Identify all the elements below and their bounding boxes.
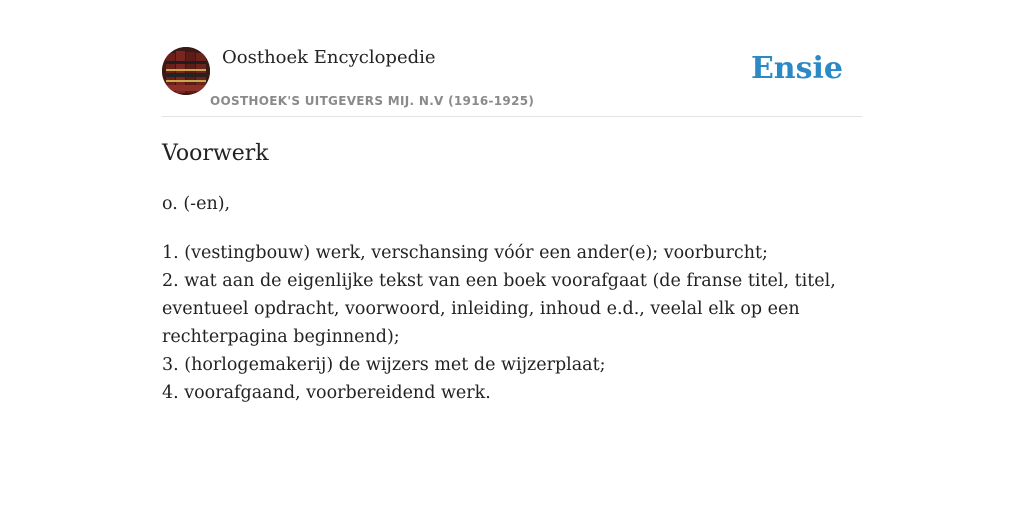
definition-line: 1. (vestingbouw) werk, verschansing vóór een ander(e); voorburcht; [162,243,768,263]
definition-line: 2. wat aan de eigenlijke tekst van een boek voorafgaat (de franse titel, titel, [162,271,836,291]
grammar-note: o. (-en), [162,194,231,214]
definition-line: 3. (horlogemakerij) de wijzers met de wijzerplaat; [162,355,606,375]
publisher-label: OOSTHOEK'S UITGEVERS MIJ. N.V (1916-1925) [210,94,535,108]
encyclopedia-books-icon[interactable] [162,47,210,95]
definition-line: rechterpagina beginnend); [162,327,400,347]
site-header [162,46,862,117]
entry-title: Voorwerk [162,141,269,166]
definition-line: eventueel opdracht, voorwoord, inleiding, inhoud e.d., veelal elk op een [162,299,800,319]
site-title-link[interactable]: Oosthoek Encyclopedie [222,47,436,68]
ensie-logo-link[interactable]: Ensie [750,51,843,86]
definition-line: 4. voorafgaand, voorbereidend werk. [162,383,491,403]
definition-list [162,239,842,407]
